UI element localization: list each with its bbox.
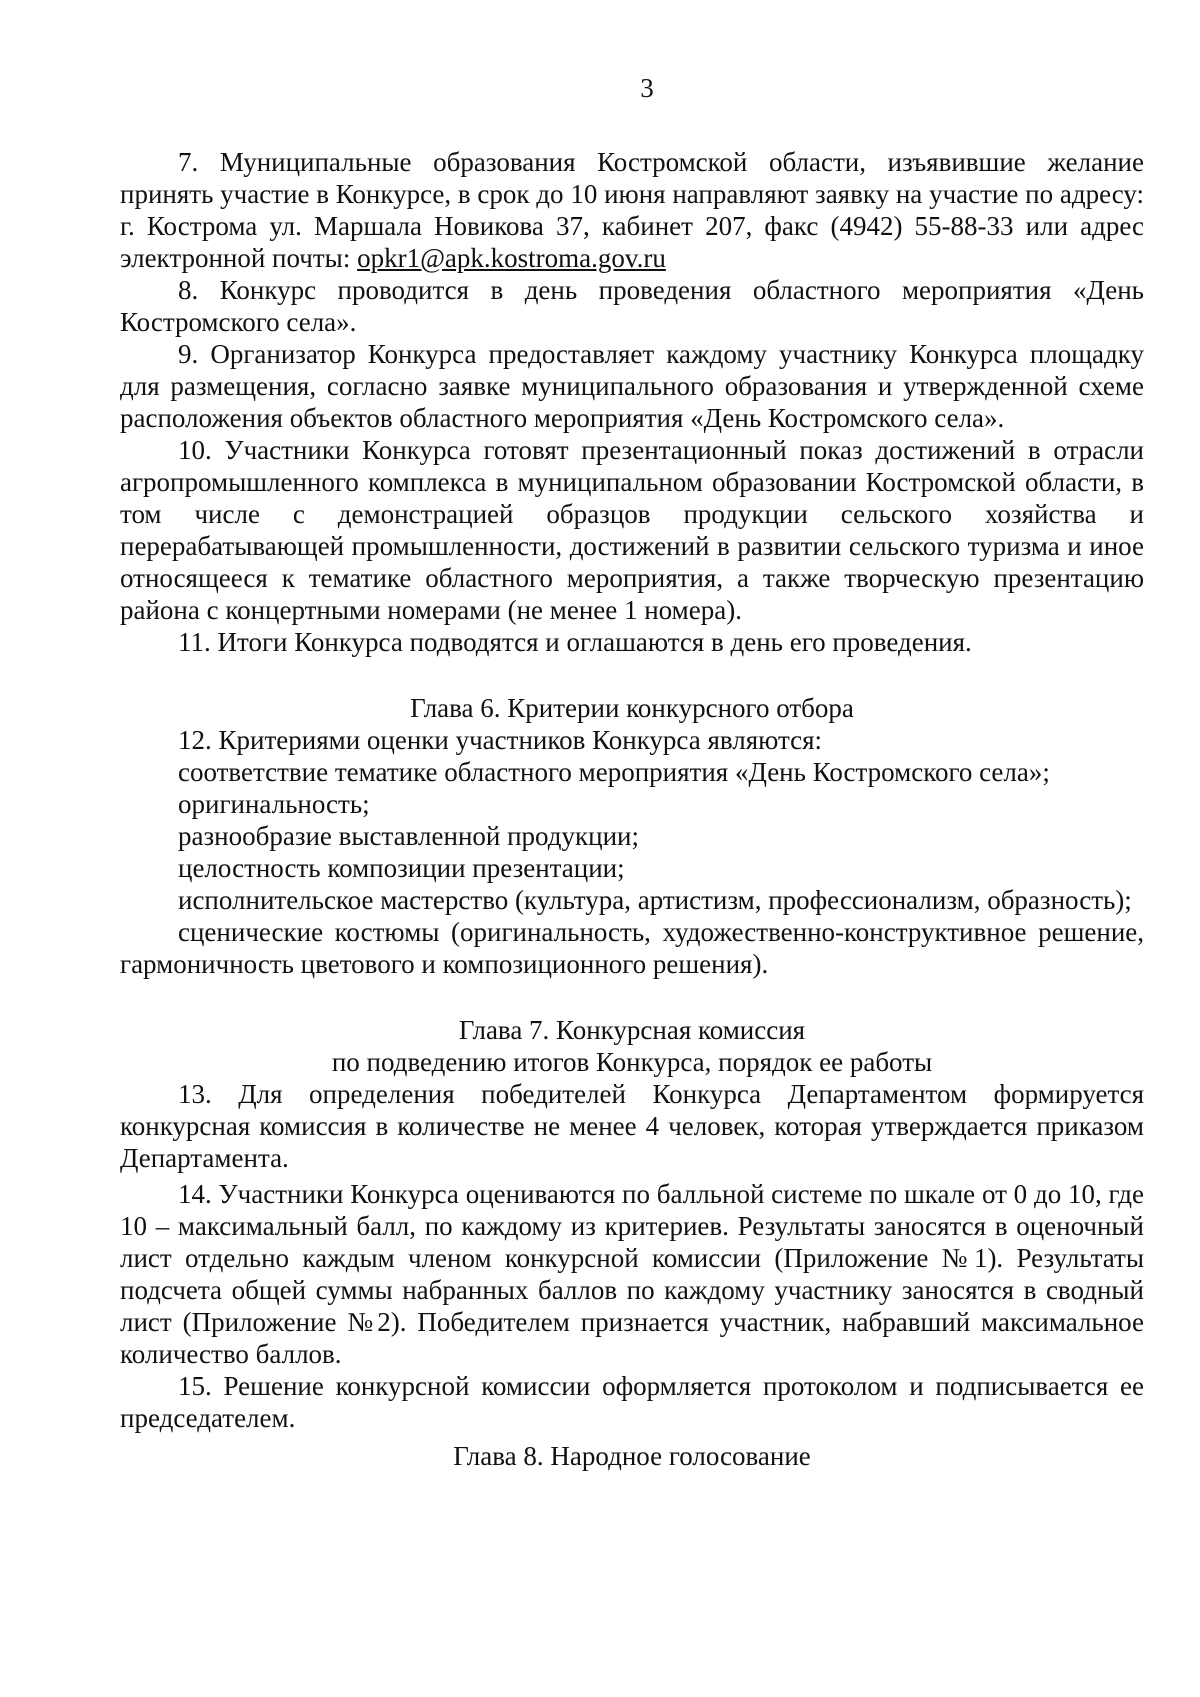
paragraph-8: 8. Конкурс проводится в день проведения областного мероприятия «День Костромского села». (120, 275, 1144, 337)
criterion-item: целостность композиции презентации; (178, 853, 625, 883)
paragraph-11: 11. Итоги Конкурса подводятся и оглашаются в день его проведения. (178, 627, 972, 657)
paragraph-15: 15. Решение конкурсной комиссии оформляется протоколом и подписывается ее председателем. (120, 1371, 1144, 1433)
email-link[interactable]: opkr1@apk.kostroma.gov.ru (357, 243, 666, 273)
page-number: 3 (640, 73, 654, 103)
paragraph-7 (120, 146, 1144, 274)
paragraph-12: 12. Критериями оценки участников Конкурса являются: (178, 725, 823, 755)
paragraph-10: 10. Участники Конкурса готовят презентационный показ достижений в отрасли агропромышленного комплекса в муниципальном образовании Костромской области, в том числе с демонстрацией образцов продукции сельского хозяйства и перерабатывающей промышленности, достижений в развитии сельского туризма и иное относящееся к тематике областного мероприятия, а также творческую презентацию района с концертными номерами (не менее 1 номера). (120, 435, 1144, 625)
criterion-item: сценические костюмы (оригинальность, художественно-конструктивное решение, гармоничность цветового и композиционного решения). (120, 917, 1144, 979)
paragraph-7-text: 7. Муниципальные образования Костромской области, изъявившие желание принять участие в Конкурсе, в срок до 10 июня направляют заявку на участие по адресу: г. Кострома ул. Маршала Новикова 37, кабинет 207, факс (4942) 55-88-33 или адрес электронной почты: (120, 147, 1144, 273)
criterion-item: соответствие тематике областного мероприятия «День Костромского села»; (178, 757, 1050, 787)
chapter-8-title: Глава 8. Народное голосование (453, 1441, 811, 1471)
paragraph-13: 13. Для определения победителей Конкурса Департаментом формируется конкурсная комиссия в количестве не менее 4 человек, которая утверждается приказом Департамента. (120, 1079, 1144, 1173)
criterion-item: разнообразие выставленной продукции; (178, 821, 639, 851)
chapter-6-title: Глава 6. Критерии конкурсного отбора (410, 693, 854, 723)
paragraph-9: 9. Организатор Конкурса предоставляет каждому участнику Конкурса площадку для размещения, согласно заявке муниципального образования и утвержденной схеме расположения объектов областного мероприятия «День Костромского села». (120, 339, 1144, 433)
paragraph-14: 14. Участники Конкурса оцениваются по балльной системе по шкале от 0 до 10, где 10 – максимальный балл, по каждому из критериев. Результаты заносятся в оценочный лист отдельно каждым членом конкурсной комиссии (Приложение №1). Результаты подсчета общей суммы набранных баллов по каждому участнику заносятся в сводный лист (Приложение №2). Победителем признается участник, набравший максимальное количество баллов. (120, 1179, 1144, 1369)
chapter-7-title: Глава 7. Конкурсная комиссия (458, 1015, 806, 1045)
document-page (120, 72, 1144, 1472)
criterion-item: оригинальность; (178, 789, 370, 819)
criterion-item: исполнительское мастерство (культура, артистизм, профессионализм, образность); (178, 885, 1132, 915)
chapter-7-subtitle: по подведению итогов Конкурса, порядок ее работы (331, 1047, 933, 1077)
